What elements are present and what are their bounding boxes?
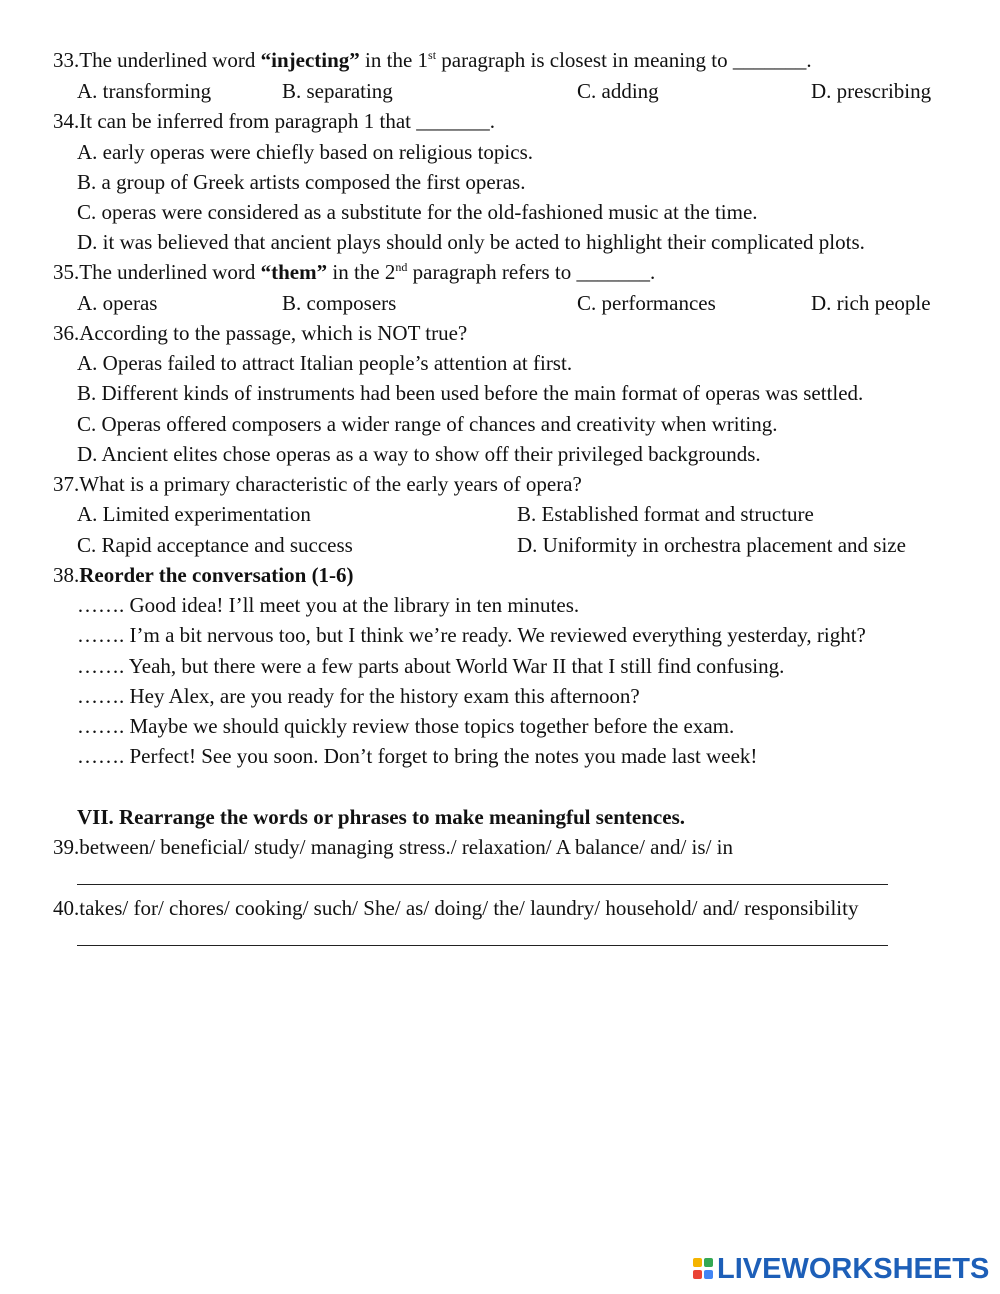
option-36-c[interactable]: C. Operas offered composers a wider range of chances and creativity when writing. — [77, 412, 778, 436]
option-34-c[interactable]: C. operas were considered as a substitute for the old-fashioned music at the time. — [77, 200, 758, 224]
option-34-b[interactable]: B. a group of Greek artists composed the first operas. — [77, 170, 526, 194]
logo-square-w — [704, 1258, 713, 1267]
option-36-b[interactable]: B. Different kinds of instruments had been used before the main format of operas was settled. — [77, 381, 864, 405]
question-number: 35. — [53, 260, 80, 284]
question-number: 40. — [53, 896, 80, 920]
option-37-a[interactable]: A. Limited experimentation — [77, 502, 311, 526]
question-number: 37. — [53, 472, 80, 496]
question-33: 33.The underlined word “injecting” in the 1st paragraph is closest in meaning to _______. — [53, 48, 812, 72]
question-number: 38. — [53, 563, 80, 587]
question-number: 39. — [53, 835, 80, 859]
option-37-d[interactable]: D. Uniformity in orchestra placement and size — [517, 533, 906, 557]
conversation-line-2[interactable]: ……. I’m a bit nervous too, but I think we’re ready. We reviewed everything yesterday, right? — [77, 623, 866, 647]
option-35-d[interactable]: D. rich people — [811, 291, 931, 315]
option-33-b[interactable]: B. separating — [282, 79, 393, 103]
logo-text: LIVEWORKSHEETS — [717, 1252, 990, 1285]
logo-square-c — [693, 1270, 702, 1279]
option-33-d[interactable]: D. prescribing — [811, 79, 932, 103]
option-37-c[interactable]: C. Rapid acceptance and success — [77, 533, 353, 557]
option-34-a[interactable]: A. early operas were chiefly based on religious topics. — [77, 140, 534, 164]
logo-mark-icon — [693, 1256, 715, 1282]
option-35-b[interactable]: B. composers — [282, 291, 397, 315]
option-33-a[interactable]: A. transforming — [77, 79, 212, 103]
question-title: Reorder the conversation (1-6) — [79, 563, 354, 587]
option-35-a[interactable]: A. operas — [77, 291, 158, 315]
option-35-c[interactable]: C. performances — [577, 291, 716, 315]
option-36-d[interactable]: D. Ancient elites chose operas as a way to show off their privileged backgrounds. — [77, 442, 761, 466]
question-number: 34. — [53, 109, 80, 133]
option-36-a[interactable]: A. Operas failed to attract Italian people’s attention at first. — [77, 351, 573, 375]
question-number: 36. — [53, 321, 80, 345]
question-38 — [53, 562, 354, 588]
question-35: 35.The underlined word “them” in the 2nd paragraph refers to _______. — [53, 260, 656, 284]
conversation-line-1[interactable]: ……. Good idea! I’ll meet you at the library in ten minutes. — [77, 593, 580, 617]
answer-line-40[interactable] — [77, 945, 888, 946]
question-39: 39.between/ beneficial/ study/ managing stress./ relaxation/ A balance/ and/ is/ in — [53, 835, 733, 859]
answer-line-39[interactable] — [77, 884, 888, 885]
question-34: 34.It can be inferred from paragraph 1 that _______. — [53, 109, 496, 133]
option-33-c[interactable]: C. adding — [577, 79, 659, 103]
question-37: 37.What is a primary characteristic of the early years of opera? — [53, 472, 582, 496]
logo-square-d — [704, 1270, 713, 1279]
option-34-d[interactable]: D. it was believed that ancient plays should only be acted to highlight their complicated plots. — [77, 230, 865, 254]
option-37-b[interactable]: B. Established format and structure — [517, 502, 814, 526]
liveworksheets-logo — [693, 1252, 989, 1286]
conversation-line-3[interactable]: ……. Yeah, but there were a few parts about World War II that I still find confusing. — [77, 654, 785, 678]
conversation-line-5[interactable]: ……. Maybe we should quickly review those topics together before the exam. — [77, 714, 735, 738]
logo-square-l — [693, 1258, 702, 1267]
keyword: “them” — [260, 260, 328, 284]
section-heading: VII. Rearrange the words or phrases to make meaningful sentences. — [77, 805, 685, 829]
keyword: “injecting” — [260, 48, 360, 72]
question-36: 36.According to the passage, which is NOT true? — [53, 321, 468, 345]
conversation-line-6[interactable]: ……. Perfect! See you soon. Don’t forget to bring the notes you made last week! — [77, 744, 758, 768]
question-number: 33. — [53, 48, 80, 72]
question-40: 40.takes/ for/ chores/ cooking/ such/ She/ as/ doing/ the/ laundry/ household/ and/ responsibility — [53, 896, 859, 920]
conversation-line-4[interactable]: ……. Hey Alex, are you ready for the history exam this afternoon? — [77, 684, 640, 708]
